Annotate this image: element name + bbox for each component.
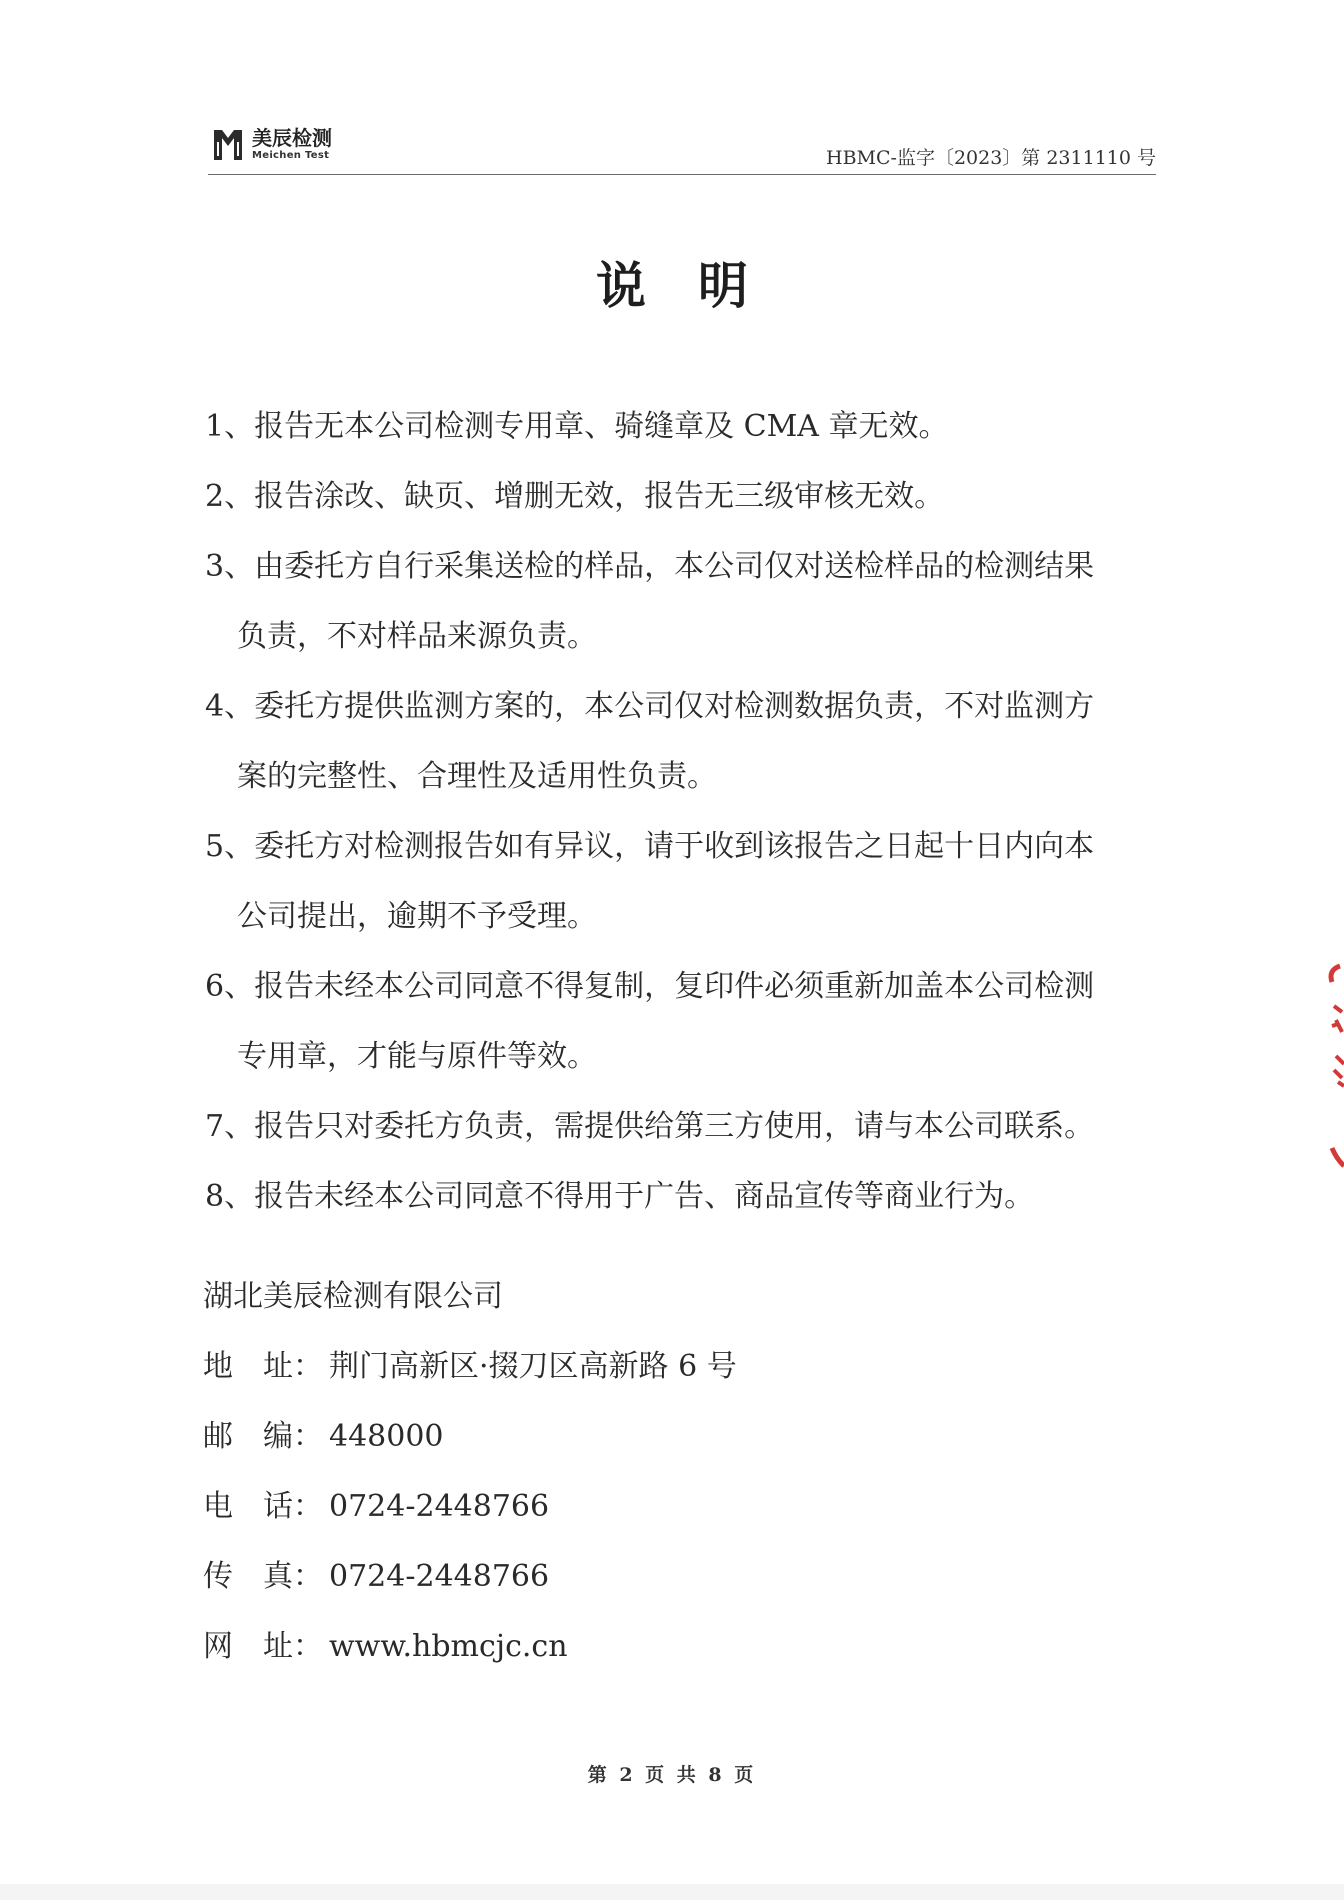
statement-continuation: 案的完整性、合理性及适用性负责。 [237,759,717,794]
statement-line: 5、委托方对检测报告如有异议，请于收到该报告之日起十日内向本 [205,829,1095,864]
statement-item [205,1162,1165,1232]
page-header [208,118,1156,175]
statement-item [205,672,1165,812]
info-label: 传 真： [203,1559,323,1594]
scan-bottom-edge [0,1884,1344,1900]
statement-continuation: 专用章，才能与原件等效。 [237,1039,597,1074]
info-value: www.hbmcjc.cn [329,1629,568,1664]
meichen-logo-icon [210,124,246,164]
logo-chinese-name: 美辰检测 [252,125,332,150]
statement-line: 4、委托方提供监测方案的，本公司仅对检测数据负责，不对监测方 [205,689,1095,724]
statement-line: 6、报告未经本公司同意不得复制，复印件必须重新加盖本公司检测 [205,969,1095,1004]
statement-item [205,952,1165,1092]
info-label: 邮 编： [203,1419,323,1454]
info-label: 网 址： [203,1629,323,1664]
statement-item [205,462,1165,532]
info-value: 0724-2448766 [329,1489,550,1524]
info-label: 地 址： [203,1349,323,1384]
company-logo [210,124,332,164]
info-label: 电 话： [203,1489,323,1524]
company-name: 湖北美辰检测有限公司 [203,1279,503,1314]
statement-line: 2、报告涂改、缺页、增删无效，报告无三级审核无效。 [205,479,945,514]
page-title: 说明 [596,256,800,315]
statement-continuation: 负责，不对样品来源负责。 [237,619,597,654]
statement-line: 1、报告无本公司检测专用章、骑缝章及 CMA 章无效。 [205,409,949,444]
company-postcode-row [203,1402,1103,1472]
report-number: HBMC-监字〔2023〕第 2311110 号 [826,147,1156,169]
company-info [203,1262,1103,1682]
statement-list [205,392,1165,1232]
company-fax-row [203,1542,1103,1612]
company-address-row [203,1332,1103,1402]
info-value: 0724-2448766 [329,1559,550,1594]
statement-line: 3、由委托方自行采集送检的样品，本公司仅对送检样品的检测结果 [205,549,1095,584]
seal-stamp-fragment-icon [1318,960,1344,1170]
statement-item [205,1092,1165,1162]
logo-english-name: Meichen Test [252,149,330,161]
statement-line: 8、报告未经本公司同意不得用于广告、商品宣传等商业行为。 [205,1179,1035,1214]
statement-item [205,812,1165,952]
statement-item [205,392,1165,462]
info-value: 448000 [329,1419,444,1454]
statement-line: 7、报告只对委托方负责，需提供给第三方使用，请与本公司联系。 [205,1109,1095,1144]
info-value: 荆门高新区·掇刀区高新路 6 号 [329,1349,737,1384]
company-phone-row [203,1472,1103,1542]
statement-item [205,532,1165,672]
page-number: 第 2 页 共 8 页 [587,1764,757,1786]
company-website-row [203,1612,1103,1682]
statement-continuation: 公司提出，逾期不予受理。 [237,899,597,934]
